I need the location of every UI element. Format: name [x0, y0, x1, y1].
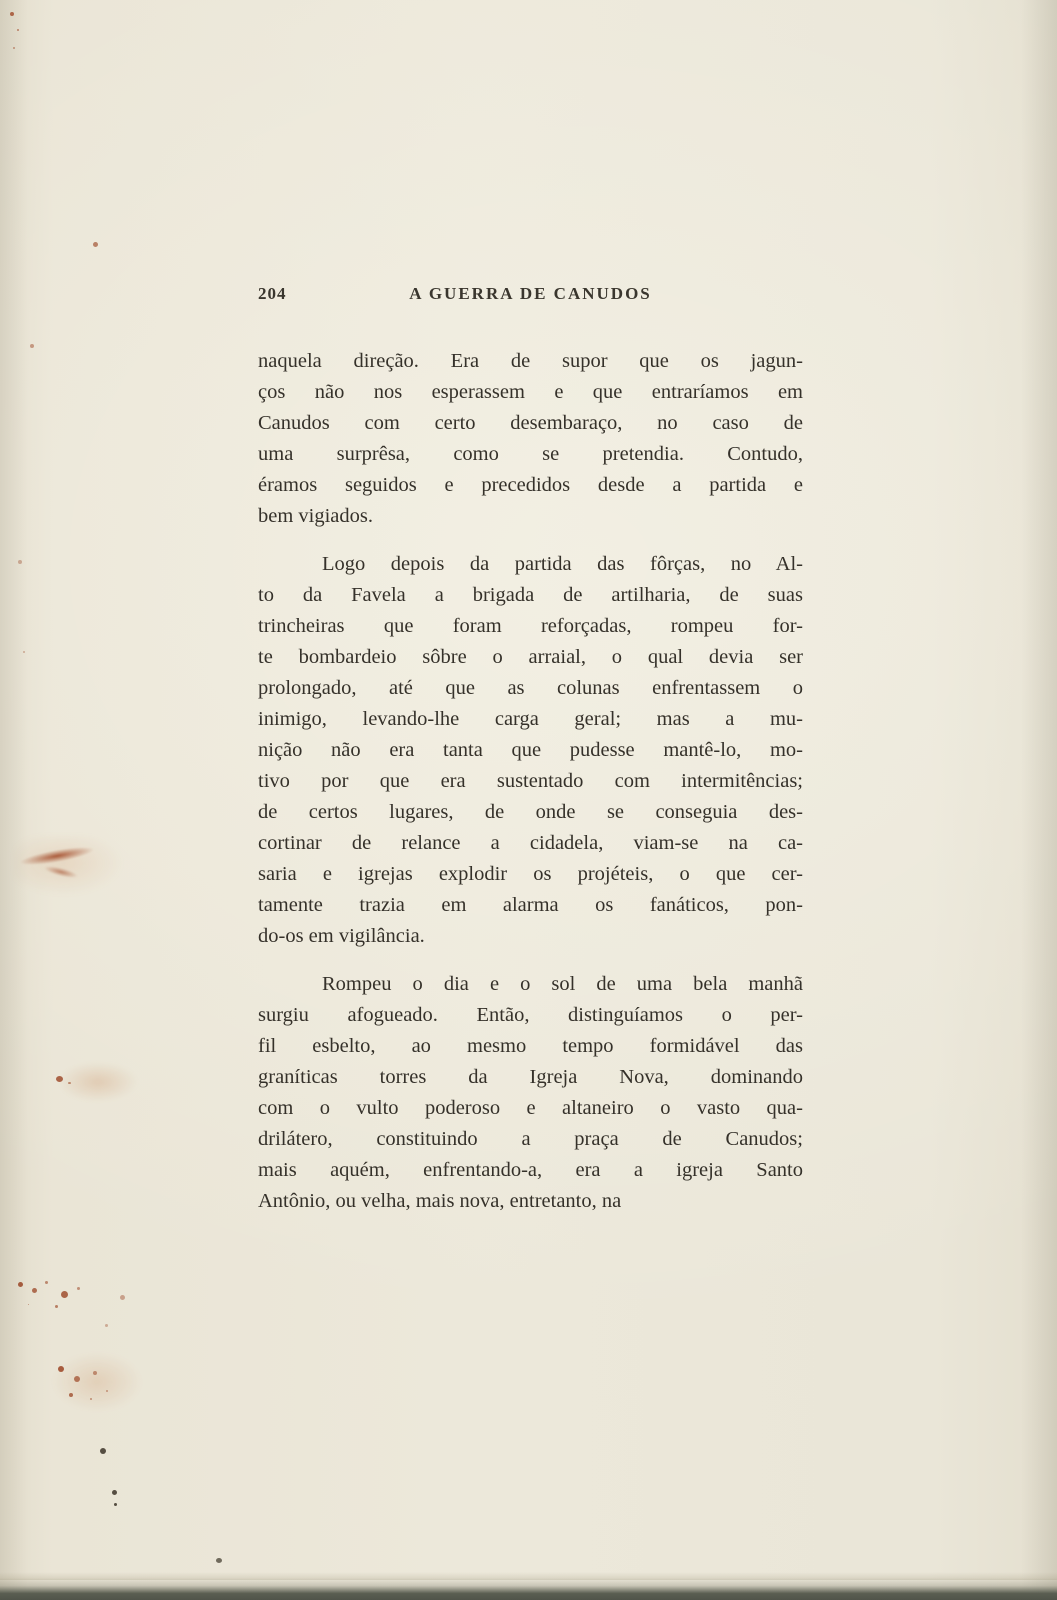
text-line: naquela direção. Era de supor que os jagun- [258, 350, 803, 372]
text-line: nição não era tanta que pudesse mantê-lo, mo- [258, 739, 803, 761]
stain-dot [30, 344, 34, 348]
text-line: fil esbelto, ao mesmo tempo formidável das [258, 1035, 803, 1057]
running-title: A GUERRA DE CANUDOS [409, 284, 652, 303]
text-line: Rompeu o dia e o sol de uma bela manhã [322, 973, 803, 995]
text-block [258, 346, 803, 1234]
text-line: de certos lugares, de onde se conseguia des- [258, 801, 803, 823]
text-line: prolongado, até que as colunas enfrentassem o [258, 677, 803, 699]
stain-dots [58, 1366, 64, 1372]
text-line: Antônio, ou velha, mais nova, entretanto, na [258, 1190, 622, 1212]
text-line: surgiu afogueado. Então, distinguíamos o per- [258, 1004, 803, 1026]
text-line: inimigo, levando-lhe carga geral; mas a mu- [258, 708, 803, 730]
stain-dots [18, 1282, 23, 1287]
text-line: do-os em vigilância. [258, 925, 425, 947]
stain-dash [20, 844, 95, 869]
stain-dots [120, 1295, 125, 1300]
paragraph [258, 346, 803, 532]
text-line: uma surprêsa, como se pretendia. Contudo, [258, 443, 803, 465]
text-line: mais aquém, enfrentando-a, era a igreja Santo [258, 1159, 803, 1181]
stain-dash [44, 864, 79, 880]
text-line: ços não nos esperassem e que entraríamos em [258, 381, 803, 403]
stain-smudge [14, 836, 124, 896]
paragraph [258, 549, 803, 952]
page-edge-shade-right [1021, 0, 1057, 1600]
text-line: Canudos com certo desembaraço, no caso de [258, 412, 803, 434]
text-line: trincheiras que foram reforçadas, rompeu for- [258, 615, 803, 637]
stain-dots [56, 1076, 63, 1082]
stain-dot [18, 560, 22, 564]
page-edge-shade-bottom [0, 1572, 1057, 1580]
page-number: 204 [258, 284, 287, 303]
stain-dots [10, 12, 14, 16]
ink-speck [216, 1558, 222, 1563]
text-line: drilátero, constituindo a praça de Canudos; [258, 1128, 803, 1150]
text-line: com o vulto poderoso e altaneiro o vasto qua- [258, 1097, 803, 1119]
text-line: tamente trazia em alarma os fanáticos, pon- [258, 894, 803, 916]
running-head [258, 284, 803, 308]
text-line: éramos seguidos e precedidos desde a partida e [258, 474, 803, 496]
paragraph [258, 969, 803, 1217]
stain-smudge [58, 1062, 138, 1102]
text-line: bem vigiados. [258, 505, 374, 527]
stain-smudge [52, 1352, 142, 1412]
text-line: graníticas torres da Igreja Nova, dominando [258, 1066, 803, 1088]
page-edge-shade-left [0, 0, 28, 1600]
ink-speck [100, 1448, 106, 1454]
text-line: saria e igrejas explodir os projéteis, o que cer- [258, 863, 803, 885]
text-line: Logo depois da partida das fôrças, no Al- [322, 553, 803, 575]
text-line: te bombardeio sôbre o arraial, o qual devia ser [258, 646, 803, 668]
text-line: cortinar de relance a cidadela, viam-se na ca- [258, 832, 803, 854]
stain-dot [93, 242, 98, 247]
text-line: tivo por que era sustentado com intermitências; [258, 770, 803, 792]
ink-speck [112, 1490, 117, 1495]
text-line: to da Favela a brigada de artilharia, de suas [258, 584, 803, 606]
page-bottom-edge [0, 1578, 1057, 1600]
